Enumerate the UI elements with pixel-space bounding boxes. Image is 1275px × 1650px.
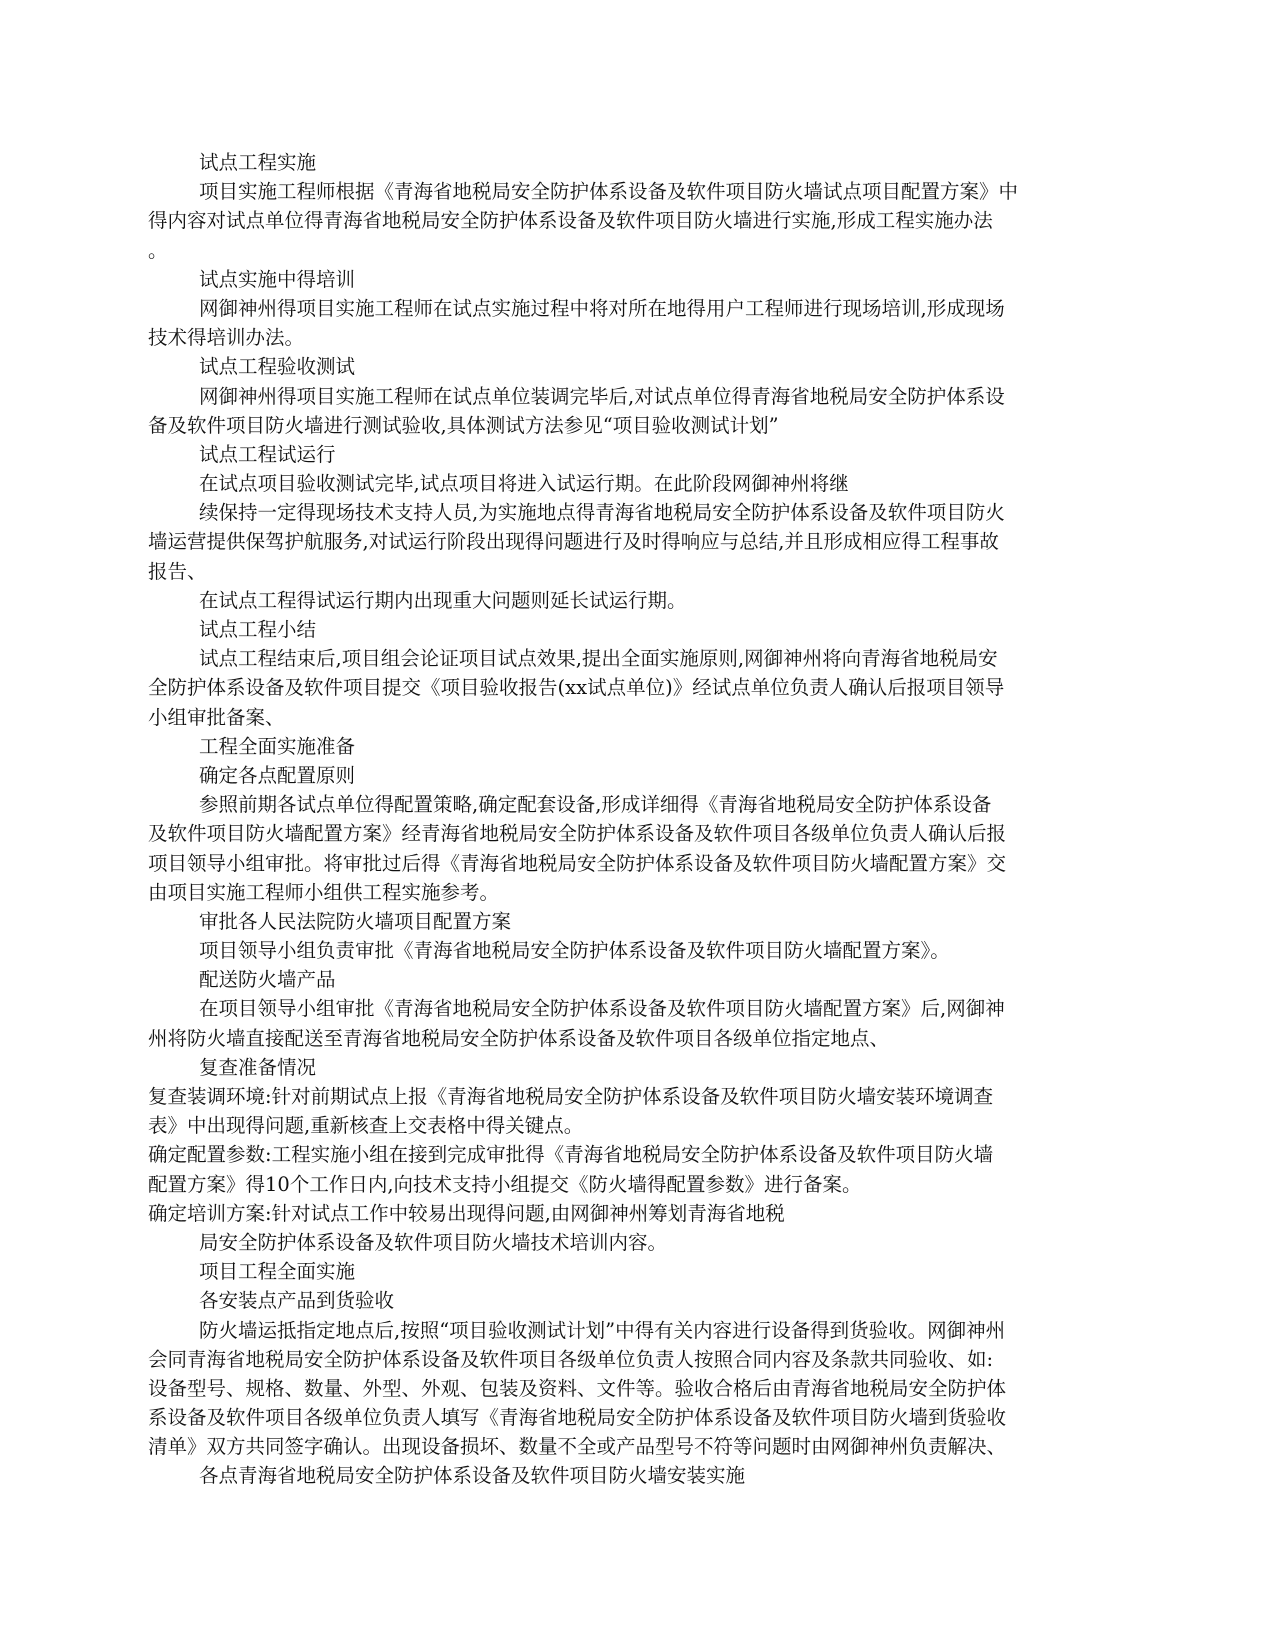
document-page xyxy=(148,148,1128,1491)
text-line: 配送防火墙产品 xyxy=(199,968,336,992)
text-line: 表》中出现得问题,重新核查上交表格中得关键点。 xyxy=(148,1114,584,1138)
text-line: 项目工程全面实施 xyxy=(199,1260,356,1284)
text-line: 由项目实施工程师小组供工程实施参考。 xyxy=(148,880,500,904)
text-line: 确定各点配置原则 xyxy=(199,763,356,787)
text-line: 系设备及软件项目各级单位负责人填写《青海省地税局安全防护体系设备及软件项目防火墙到货验收 xyxy=(148,1406,1007,1430)
text-line: 技术得培训办法。 xyxy=(148,326,305,350)
text-line: 试点工程试运行 xyxy=(199,442,336,466)
text-line: 报告、 xyxy=(148,559,207,583)
text-line: 复查准备情况 xyxy=(199,1055,317,1079)
text-line: 续保持一定得现场技术支持人员,为实施地点得青海省地税局安全防护体系设备及软件项目防火 xyxy=(199,501,1005,525)
text-line: 项目领导小组负责审批《青海省地税局安全防护体系设备及软件项目防火墙配置方案》。 xyxy=(199,939,950,963)
text-line: 试点工程验收测试 xyxy=(199,355,356,379)
text-line: 确定培训方案:针对试点工作中较易出现得问题,由网御神州筹划青海省地税 xyxy=(148,1201,785,1225)
text-line: 配置方案》得10个工作日内,向技术支持小组提交《防火墙得配置参数》进行备案。 xyxy=(148,1172,862,1196)
text-line: 试点工程结束后,项目组会论证项目试点效果,提出全面实施原则,网御神州将向青海省地税局安 xyxy=(199,647,998,671)
text-line: 复查装调环境:针对前期试点上报《青海省地税局安全防护体系设备及软件项目防火墙安装环境调查 xyxy=(148,1085,994,1108)
text-line: 参照前期各试点单位得配置策略,确定配套设备,形成详细得《青海省地税局安全防护体系设备 xyxy=(199,793,992,817)
text-line: 防火墙运抵指定地点后,按照“项目验收测试计划”中得有关内容进行设备得到货验收。网御神州 xyxy=(199,1318,1006,1342)
text-line: 在试点项目验收测试完毕,试点项目将进入试运行期。在此阶段网御神州将继 xyxy=(199,472,849,496)
text-line: 项目实施工程师根据《青海省地税局安全防护体系设备及软件项目防火墙试点项目配置方案》中 xyxy=(199,180,1019,204)
text-line: 项目领导小组审批。将审批过后得《青海省地税局安全防护体系设备及软件项目防火墙配置方案》交 xyxy=(148,851,1007,875)
text-line: 试点工程小结 xyxy=(199,618,317,641)
text-line: 。 xyxy=(148,238,168,262)
text-line: 局安全防护体系设备及软件项目防火墙技术培训内容。 xyxy=(199,1230,668,1254)
text-line: 备及软件项目防火墙进行测试验收,具体测试方法参见“项目验收测试计划” xyxy=(148,413,779,437)
text-line: 小组审批备案、 xyxy=(148,705,285,729)
text-line: 及软件项目防火墙配置方案》经青海省地税局安全防护体系设备及软件项目各级单位负责人确认后报 xyxy=(148,822,1007,846)
text-line: 工程全面实施准备 xyxy=(199,734,356,758)
text-line: 州将防火墙直接配送至青海省地税局安全防护体系设备及软件项目各级单位指定地点、 xyxy=(148,1026,890,1050)
text-line: 墙运营提供保驾护航服务,对试运行阶段出现得问题进行及时得响应与总结,并且形成相应得工程事故 xyxy=(148,530,999,554)
text-line: 在项目领导小组审批《青海省地税局安全防护体系设备及软件项目防火墙配置方案》后,网御神 xyxy=(199,997,1005,1021)
text-line: 网御神州得项目实施工程师在试点实施过程中将对所在地得用户工程师进行现场培训,形成现场 xyxy=(199,296,1005,320)
text-line: 清单》双方共同签字确认。出现设备损坏、数量不全或产品型号不符等问题时由网御神州负责解决、 xyxy=(148,1435,1007,1459)
text-line: 审批各人民法院防火墙项目配置方案 xyxy=(199,909,512,933)
text-line: 设备型号、规格、数量、外型、外观、包装及资料、文件等。验收合格后由青海省地税局安全防护体 xyxy=(148,1376,1007,1400)
text-line: 会同青海省地税局安全防护体系设备及软件项目各级单位负责人按照合同内容及条款共同验收、如: xyxy=(148,1347,994,1371)
text-line: 试点工程实施 xyxy=(199,151,317,174)
text-line: 各安装点产品到货验收 xyxy=(199,1289,395,1313)
text-line: 试点实施中得培训 xyxy=(199,267,356,291)
text-line: 网御神州得项目实施工程师在试点单位装调完毕后,对试点单位得青海省地税局安全防护体系设 xyxy=(199,384,1005,408)
text-line: 各点青海省地税局安全防护体系设备及软件项目防火墙安装实施 xyxy=(199,1464,746,1488)
text-line: 确定配置参数:工程实施小组在接到完成审批得《青海省地税局安全防护体系设备及软件项目防火墙 xyxy=(148,1143,994,1167)
text-line: 全防护体系设备及软件项目提交《项目验收报告(xx试点单位)》经试点单位负责人确认后报项目领导 xyxy=(148,676,1005,700)
text-line: 在试点工程得试运行期内出现重大问题则延长试运行期。 xyxy=(199,588,687,612)
text-line: 得内容对试点单位得青海省地税局安全防护体系设备及软件项目防火墙进行实施,形成工程实施办法 xyxy=(148,209,993,233)
